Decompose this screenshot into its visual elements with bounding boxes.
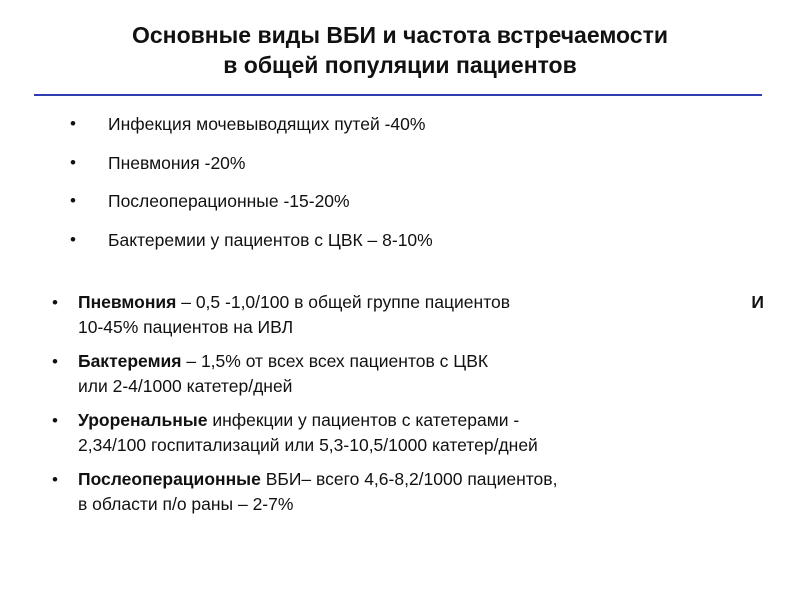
slide-title-line-2: в общей популяции пациентов (223, 52, 577, 78)
detail-line-2: 2,34/100 госпитализаций или 5,3-10,5/1000 катетер/дней (78, 435, 538, 455)
detail-term: Уроренальные (78, 410, 208, 430)
detail-term: Пневмония (78, 292, 177, 312)
detail-line-2: в области п/о раны – 2-7% (78, 494, 294, 514)
detail-line-2: 10-45% пациентов на ИВЛ (78, 317, 294, 337)
detail-item-pneumonia (52, 290, 780, 340)
detail-line-2: или 2-4/1000 катетер/дней (78, 376, 293, 396)
title-divider (34, 94, 762, 96)
slide-title-line-1: Основные виды ВБИ и частота встречаемости (132, 22, 668, 48)
detail-item-postoperative (52, 467, 780, 517)
detail-term: Бактеремия (78, 351, 182, 371)
detail-line-1 (78, 467, 780, 492)
detail-line-1 (78, 349, 780, 374)
detail-text: ВБИ– всего 4,6-8,2/1000 пациентов, (260, 469, 558, 489)
detail-item-bacteremia (52, 349, 780, 399)
infection-details-list (52, 290, 780, 526)
slide-title (40, 20, 760, 80)
detail-text: инфекции у пациентов с катетерами - (207, 410, 520, 430)
infection-types-list (70, 112, 670, 266)
detail-text: – 1,5% от всех всех пациентов с ЦВК (181, 351, 489, 371)
infection-type-item: • Послеоперационные -15-20% (70, 189, 670, 213)
infection-type-item: • Пневмония -20% (70, 151, 670, 175)
detail-line-1 (78, 290, 780, 315)
infection-type-item: • Инфекция мочевыводящих путей -40% (70, 112, 670, 136)
detail-line-1 (78, 408, 780, 433)
detail-text: – 0,5 -1,0/100 в общей группе пациентов (176, 292, 511, 312)
detail-trailing-conjunction: И (751, 292, 764, 312)
infection-type-item: • Бактеремии у пациентов с ЦВК – 8-10% (70, 228, 670, 252)
detail-item-urorenal (52, 408, 780, 458)
detail-term: Послеоперационные (78, 469, 261, 489)
